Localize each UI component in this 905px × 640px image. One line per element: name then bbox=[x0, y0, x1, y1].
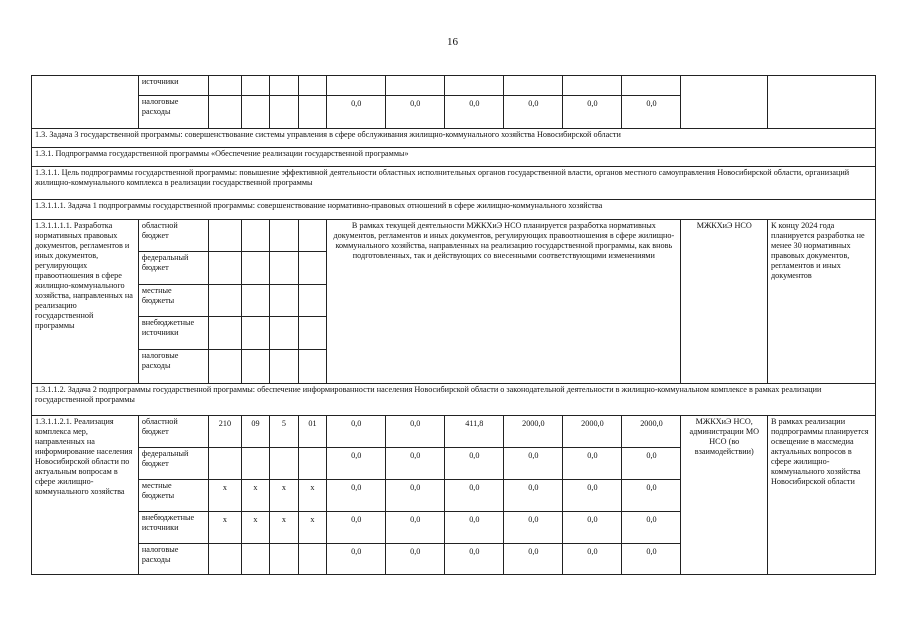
activity-title: 1.3.1.1.2.1. Реализация комплекса мер, направленных на информирование населения Новосибирской области по актуальным вопросам в сфере жилищно-коммунального хозяйства bbox=[32, 416, 139, 575]
result-cell: В рамках реализации подпрограммы планируется освещение в массмедиа актуальных вопросов в сфере жилищно-коммунального хозяйства Новосибирской области bbox=[768, 416, 876, 575]
value-cell: 2000,0 bbox=[504, 416, 563, 448]
code-cell: x bbox=[270, 480, 299, 512]
code-cell: 09 bbox=[241, 416, 270, 448]
program-table bbox=[31, 75, 876, 575]
code-cell: x bbox=[209, 480, 242, 512]
table-row bbox=[32, 167, 876, 200]
value-cell: 0,0 bbox=[622, 544, 681, 575]
activity-description: В рамках текущей деятельности МЖКХиЭ НСО планируется разработка нормативных документов, регламентов и иных документов, регулирующих правоотношения в сфере жилищно-коммунального хозяйства, направленных на реализацию государственной программы, как вновь подготовленных, так и действующих со внесенными соответствующими изменениями bbox=[327, 220, 681, 384]
table-row bbox=[32, 148, 876, 167]
value-cell: 0,0 bbox=[327, 544, 386, 575]
table-row bbox=[32, 416, 876, 448]
value-cell: 0,0 bbox=[327, 448, 386, 480]
table-row bbox=[32, 129, 876, 148]
code-cell bbox=[298, 544, 327, 575]
table-row bbox=[32, 384, 876, 416]
page-number: 16 bbox=[447, 36, 458, 48]
value-cell: 0,0 bbox=[327, 512, 386, 544]
executor-cell: МЖКХиЭ НСО bbox=[681, 220, 768, 384]
code-cell bbox=[270, 544, 299, 575]
value-cell: 0,0 bbox=[327, 96, 386, 129]
source-cell: местные бюджеты bbox=[138, 480, 208, 512]
empty-title-cell bbox=[32, 76, 139, 129]
value-cell: 0,0 bbox=[622, 480, 681, 512]
code-cell bbox=[241, 448, 270, 480]
code-cell: 210 bbox=[209, 416, 242, 448]
source-cell: налоговые расходы bbox=[138, 544, 208, 575]
table-row bbox=[32, 200, 876, 220]
value-cell: 0,0 bbox=[445, 448, 504, 480]
value-cell: 0,0 bbox=[386, 480, 445, 512]
value-cell: 2000,0 bbox=[563, 416, 622, 448]
code-cell: 01 bbox=[298, 416, 327, 448]
code-cell bbox=[209, 448, 242, 480]
value-cell: 0,0 bbox=[386, 416, 445, 448]
value-cell: 0,0 bbox=[386, 448, 445, 480]
activity-title: 1.3.1.1.1.1. Разработка нормативных правовых документов, регламентов и иных документов, регулирующих правоотношения в сфере жилищно-коммунального хозяйства, направленных на реализацию государственной программы bbox=[32, 220, 139, 384]
code-cell bbox=[241, 544, 270, 575]
value-cell: 0,0 bbox=[622, 96, 681, 129]
source-cell: налоговые расходы bbox=[138, 96, 208, 129]
source-cell: областной бюджет bbox=[138, 220, 208, 252]
source-cell: источники bbox=[138, 76, 208, 96]
value-cell: 0,0 bbox=[386, 96, 445, 129]
value-cell: 0,0 bbox=[563, 480, 622, 512]
value-cell: 0,0 bbox=[563, 512, 622, 544]
source-cell: налоговые расходы bbox=[138, 350, 208, 384]
code-cell bbox=[209, 544, 242, 575]
task2-heading: 1.3.1.1.2. Задача 2 подпрограммы государственной программы: обеспечение информированности населения Новосибирской области о законодательной деятельности в жилищно-коммунальном комплексе в рамках реализации государственной программы bbox=[32, 384, 876, 416]
value-cell: 0,0 bbox=[563, 96, 622, 129]
value-cell: 0,0 bbox=[386, 512, 445, 544]
empty-result-cell bbox=[768, 76, 876, 129]
code-cell bbox=[298, 448, 327, 480]
value-cell: 0,0 bbox=[563, 544, 622, 575]
value-cell: 0,0 bbox=[445, 480, 504, 512]
source-cell: внебюджетные источники bbox=[138, 512, 208, 544]
code-cell: x bbox=[241, 480, 270, 512]
empty-executor-cell bbox=[681, 76, 768, 129]
code-cell: x bbox=[241, 512, 270, 544]
value-cell: 0,0 bbox=[327, 480, 386, 512]
value-cell: 0,0 bbox=[504, 480, 563, 512]
value-cell: 0,0 bbox=[327, 416, 386, 448]
subprogram-heading: 1.3.1. Подпрограмма государственной программы «Обеспечение реализации государственной программы» bbox=[32, 148, 876, 167]
value-cell: 0,0 bbox=[622, 448, 681, 480]
code-cell: x bbox=[298, 512, 327, 544]
value-cell: 2000,0 bbox=[622, 416, 681, 448]
code-cell: x bbox=[298, 480, 327, 512]
executor-cell: МЖКХиЭ НСО, администрации МО НСО (во взаимодействии) bbox=[681, 416, 768, 575]
source-cell: внебюджетные источники bbox=[138, 317, 208, 350]
value-cell: 0,0 bbox=[504, 512, 563, 544]
value-cell: 0,0 bbox=[445, 96, 504, 129]
value-cell: 0,0 bbox=[504, 544, 563, 575]
table-row bbox=[32, 76, 876, 96]
value-cell: 0,0 bbox=[504, 448, 563, 480]
code-cell: 5 bbox=[270, 416, 299, 448]
value-cell: 411,8 bbox=[445, 416, 504, 448]
table-row bbox=[32, 220, 876, 252]
source-cell: областной бюджет bbox=[138, 416, 208, 448]
source-cell: федеральный бюджет bbox=[138, 448, 208, 480]
goal-heading: 1.3.1.1. Цель подпрограммы государственной программы: повышение эффективной деятельности областных исполнительных органов государственной власти, органов местного самоуправления Новосибирской области, организаций жилищно-коммунального комплекса в реализации государственной программы bbox=[32, 167, 876, 200]
code-cell: x bbox=[209, 512, 242, 544]
task3-heading: 1.3. Задача 3 государственной программы: совершенствование системы управления в сфере обслуживания жилищно-коммунального хозяйства Новосибирской области bbox=[32, 129, 876, 148]
value-cell: 0,0 bbox=[445, 544, 504, 575]
result-cell: К концу 2024 года планируется разработка не менее 30 нормативных правовых документов, регламентов и иных документов bbox=[768, 220, 876, 384]
value-cell: 0,0 bbox=[504, 96, 563, 129]
value-cell: 0,0 bbox=[445, 512, 504, 544]
code-cell: x bbox=[270, 512, 299, 544]
code-cell bbox=[270, 448, 299, 480]
value-cell: 0,0 bbox=[563, 448, 622, 480]
source-cell: местные бюджеты bbox=[138, 285, 208, 317]
value-cell: 0,0 bbox=[386, 544, 445, 575]
task1-heading: 1.3.1.1.1. Задача 1 подпрограммы государственной программы: совершенствование нормативно-правовых отношений в сфере жилищно-коммунального хозяйства bbox=[32, 200, 876, 220]
source-cell: федеральный бюджет bbox=[138, 252, 208, 285]
value-cell: 0,0 bbox=[622, 512, 681, 544]
